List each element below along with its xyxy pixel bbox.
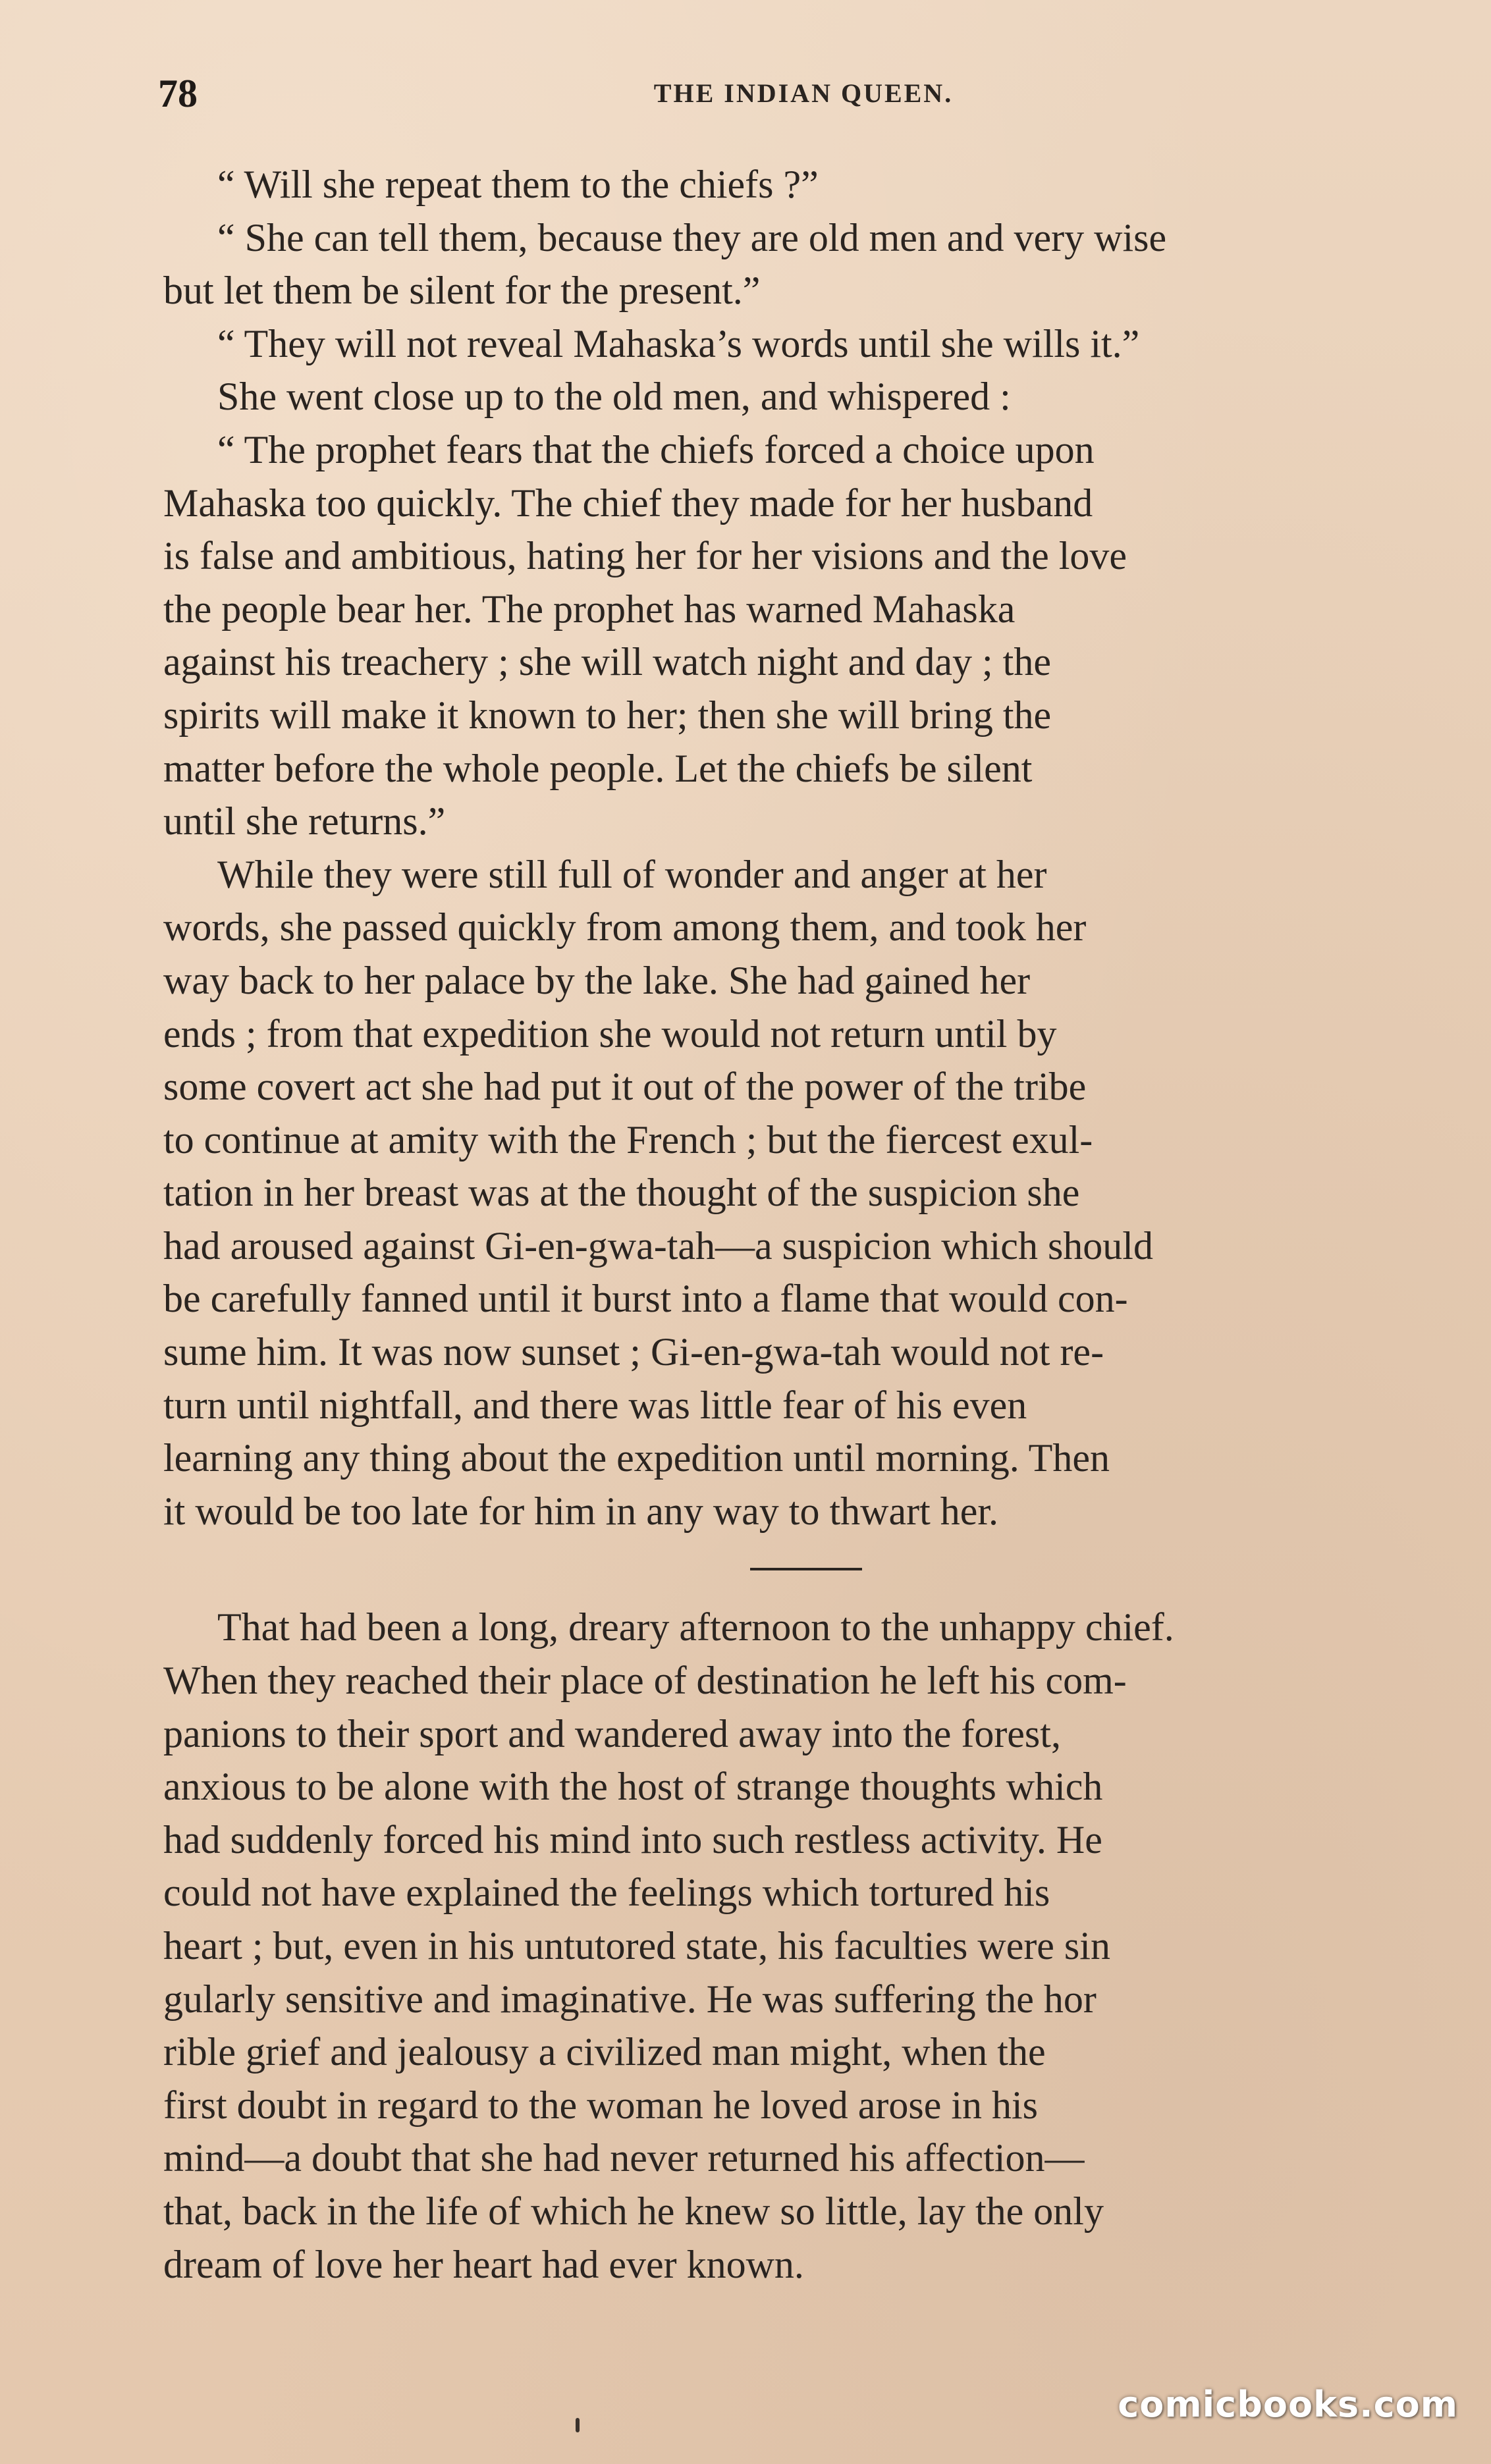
text-line: rible grief and jealousy a civilized man might, when the (163, 2030, 1046, 2074)
text-line: matter before the whole people. Let the chiefs be silent (163, 746, 1033, 790)
paragraph (163, 211, 1449, 317)
text-line: “ They will not reveal Mahaska’s words until she wills it.” (217, 321, 1140, 365)
text-line: anxious to be alone with the host of strange thoughts which (163, 1765, 1103, 1809)
text-line: some covert act she had put it out of the power of the tribe (163, 1065, 1087, 1109)
text-line: tation in her breast was at the thought of the suspicion she (163, 1171, 1080, 1215)
text-line: ends ; from that expedition she would not return until by (163, 1011, 1057, 1056)
text-line: learning any thing about the expedition until morning. Then (163, 1436, 1110, 1480)
text-line: “ The prophet fears that the chiefs forced a choice upon (217, 427, 1095, 471)
paragraph (163, 848, 1449, 1538)
paragraph (163, 423, 1449, 848)
text-line: first doubt in regard to the woman he loved arose in his (163, 2083, 1039, 2127)
text-line: had suddenly forced his mind into such restless activity. He (163, 1817, 1102, 1861)
text-line: That had been a long, dreary afternoon to the unhappy chief. (217, 1605, 1174, 1649)
text-line: had aroused against Gi-en-gwa-tah—a suspicion which should (163, 1223, 1153, 1268)
text-line: sume him. It was now sunset ; Gi-en-gwa-tah would not re- (163, 1330, 1104, 1374)
text-line: against his treachery ; she will watch night and day ; the (163, 640, 1051, 684)
text-line: could not have explained the feelings which tortured his (163, 1871, 1050, 1915)
watermark: comicbooks.com (1118, 2384, 1458, 2425)
text-line: heart ; but, even in his untutored state, his faculties were sin (163, 1924, 1110, 1968)
text-line: it would be too late for him in any way to thwart her. (163, 1489, 999, 1533)
text-line: spirits will make it known to her; then she will bring the (163, 693, 1052, 737)
text-line: be carefully fanned until it burst into a flame that would con- (163, 1277, 1128, 1321)
text-line: gularly sensitive and imaginative. He was suffering the hor (163, 1977, 1097, 2021)
text-line: She went close up to the old men, and whispered : (217, 375, 1011, 419)
body-text (163, 158, 1449, 2291)
page-number: 78 (158, 72, 198, 115)
text-line: dream of love her heart had ever known. (163, 2242, 804, 2286)
page-header (158, 71, 1449, 117)
text-line: words, she passed quickly from among them, and took her (163, 905, 1087, 950)
text-line: mind—a doubt that she had never returned his affection— (163, 2136, 1085, 2180)
paragraph (163, 370, 1449, 423)
text-line: to continue at amity with the French ; but the fiercest exul- (163, 1117, 1093, 1162)
text-line: turn until nightfall, and there was little fear of his even (163, 1383, 1027, 1427)
text-line: is false and ambitious, hating her for her visions and the love (163, 534, 1127, 578)
text-line: Mahaska too quickly. The chief they made for her husband (163, 481, 1093, 525)
section-divider (750, 1568, 862, 1570)
print-speck (576, 2418, 580, 2432)
paragraph (163, 1601, 1449, 2291)
text-line: way back to her palace by the lake. She had gained her (163, 958, 1031, 1002)
text-line: “ She can tell them, because they are old men and very wise (217, 215, 1167, 259)
text-line: until she returns.” (163, 799, 446, 844)
text-line: the people bear her. The prophet has warned Mahaska (163, 587, 1016, 631)
text-line: “ Will she repeat them to the chiefs ?” (217, 163, 819, 206)
running-title: THE INDIAN QUEEN. (653, 78, 954, 108)
text-line: While they were still full of wonder and anger at her (217, 852, 1047, 896)
text-line: but let them be silent for the present.” (163, 269, 761, 313)
paragraph (163, 158, 1449, 211)
text-line: that, back in the life of which he knew so little, lay the only (163, 2189, 1104, 2233)
text-line: panions to their sport and wandered away into the forest, (163, 1711, 1061, 1755)
paragraph (163, 317, 1449, 371)
text-line: When they reached their place of destination he left his com- (163, 1659, 1127, 1703)
